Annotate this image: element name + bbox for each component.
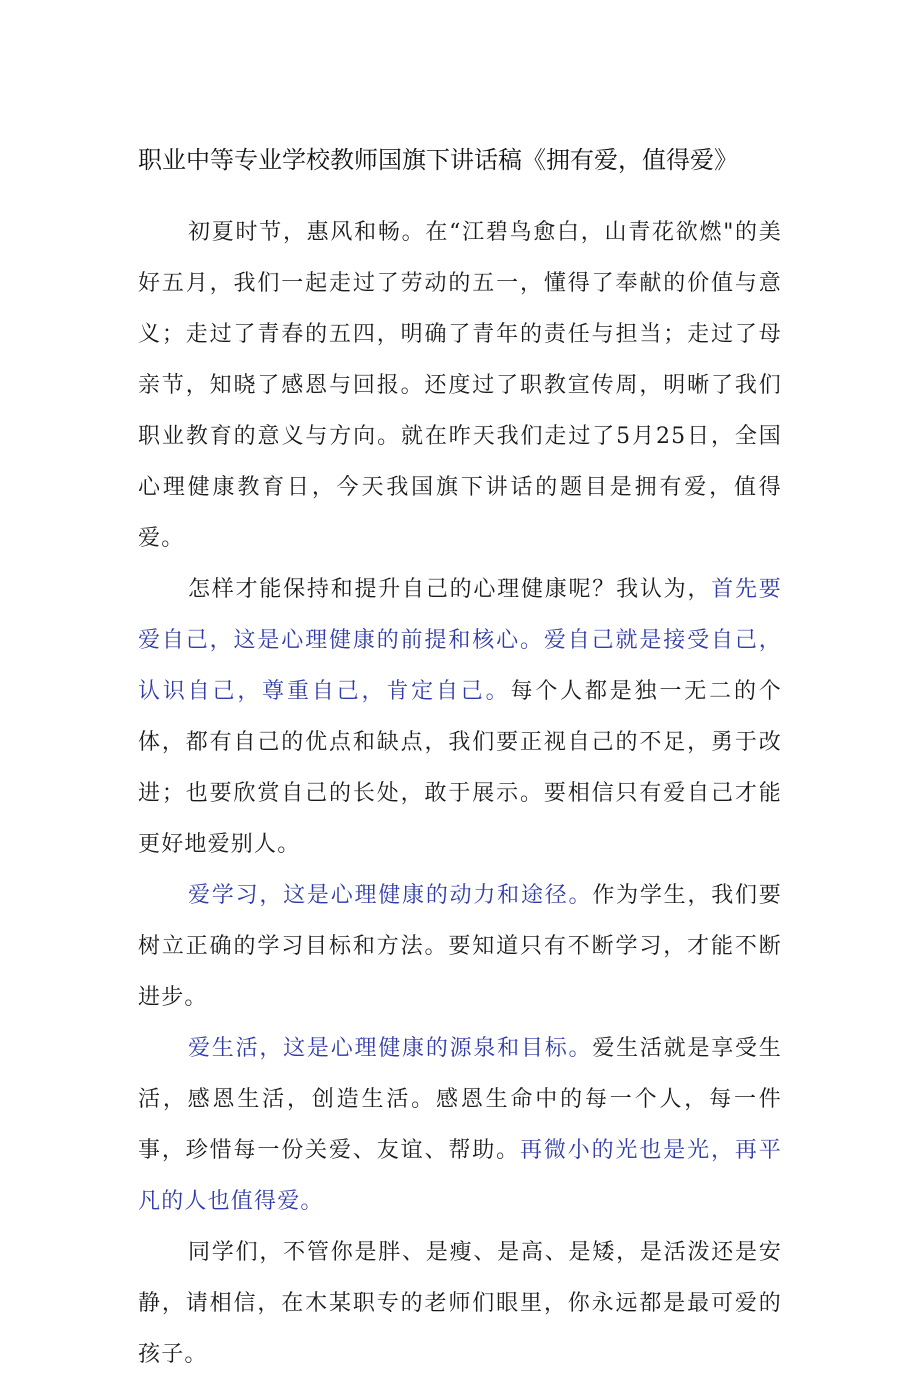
paragraph-text: 同学们，不管你是胖、是瘦、是高、是矮，是活泼还是安静，请相信，在木某职专的老师们眼里，你永远都是最可爱的孩子。 [138, 1240, 782, 1367]
highlighted-text: 首先要爱自己，这是心理健康的前提和核心。爱自己就是接受自己，认识自己，尊重自己，肯定自己。 [138, 577, 783, 704]
highlighted-text: 爱学习，这是心理健康的动力和途径。 [188, 883, 593, 908]
paragraph-text: 作为学生，我们要树立正确的学习目标和方法。要知道只有不断学习，才能不断进步。 [138, 883, 782, 1010]
paragraph-closing [138, 1227, 782, 1380]
highlighted-text: 爱生活，这是心理健康的源泉和目标。 [188, 1036, 593, 1061]
document-title: 职业中等专业学校教师国旗下讲话稿《拥有爱，值得爱》 [138, 146, 738, 174]
paragraph-intro [138, 207, 782, 564]
document-body [138, 207, 782, 1380]
paragraph-text: 初夏时节，惠风和畅。在“江碧鸟愈白，山青花欲燃"的美好五月，我们一起走过了劳动的五一，懂得了奉献的价值与意义；走过了青春的五四，明确了青年的责任与担当；走过了母亲节，知晓了感恩与回报。还度过了职教宣传周，明晰了我们职业教育的意义与方向。就在昨天我们走过了5月25日，全国心理健康教育日，今天我国旗下讲话的题目是拥有爱，值得爱。 [138, 220, 782, 551]
paragraph-text: 爱生活就是享受生活，感恩生活，创造生活。感恩生命中的每一个人，每一件事，珍惜每一份关爱、友谊、帮助。 [138, 1036, 782, 1163]
paragraph-text: 每个人都是独一无二的个体，都有自己的优点和缺点，我们要正视自己的不足，勇于改进；也要欣赏自己的长处，敢于展示。要相信只有爱自己才能更好地爱别人。 [138, 679, 782, 857]
paragraph-text: 怎样才能保持和提升自己的心理健康呢？我认为， [188, 577, 712, 602]
paragraph-love-self [138, 564, 782, 870]
paragraph-love-learning [138, 870, 782, 1023]
highlighted-text: 再微小的光也是光，再平凡的人也值得爱。 [138, 1138, 782, 1214]
paragraph-love-life [138, 1023, 782, 1227]
